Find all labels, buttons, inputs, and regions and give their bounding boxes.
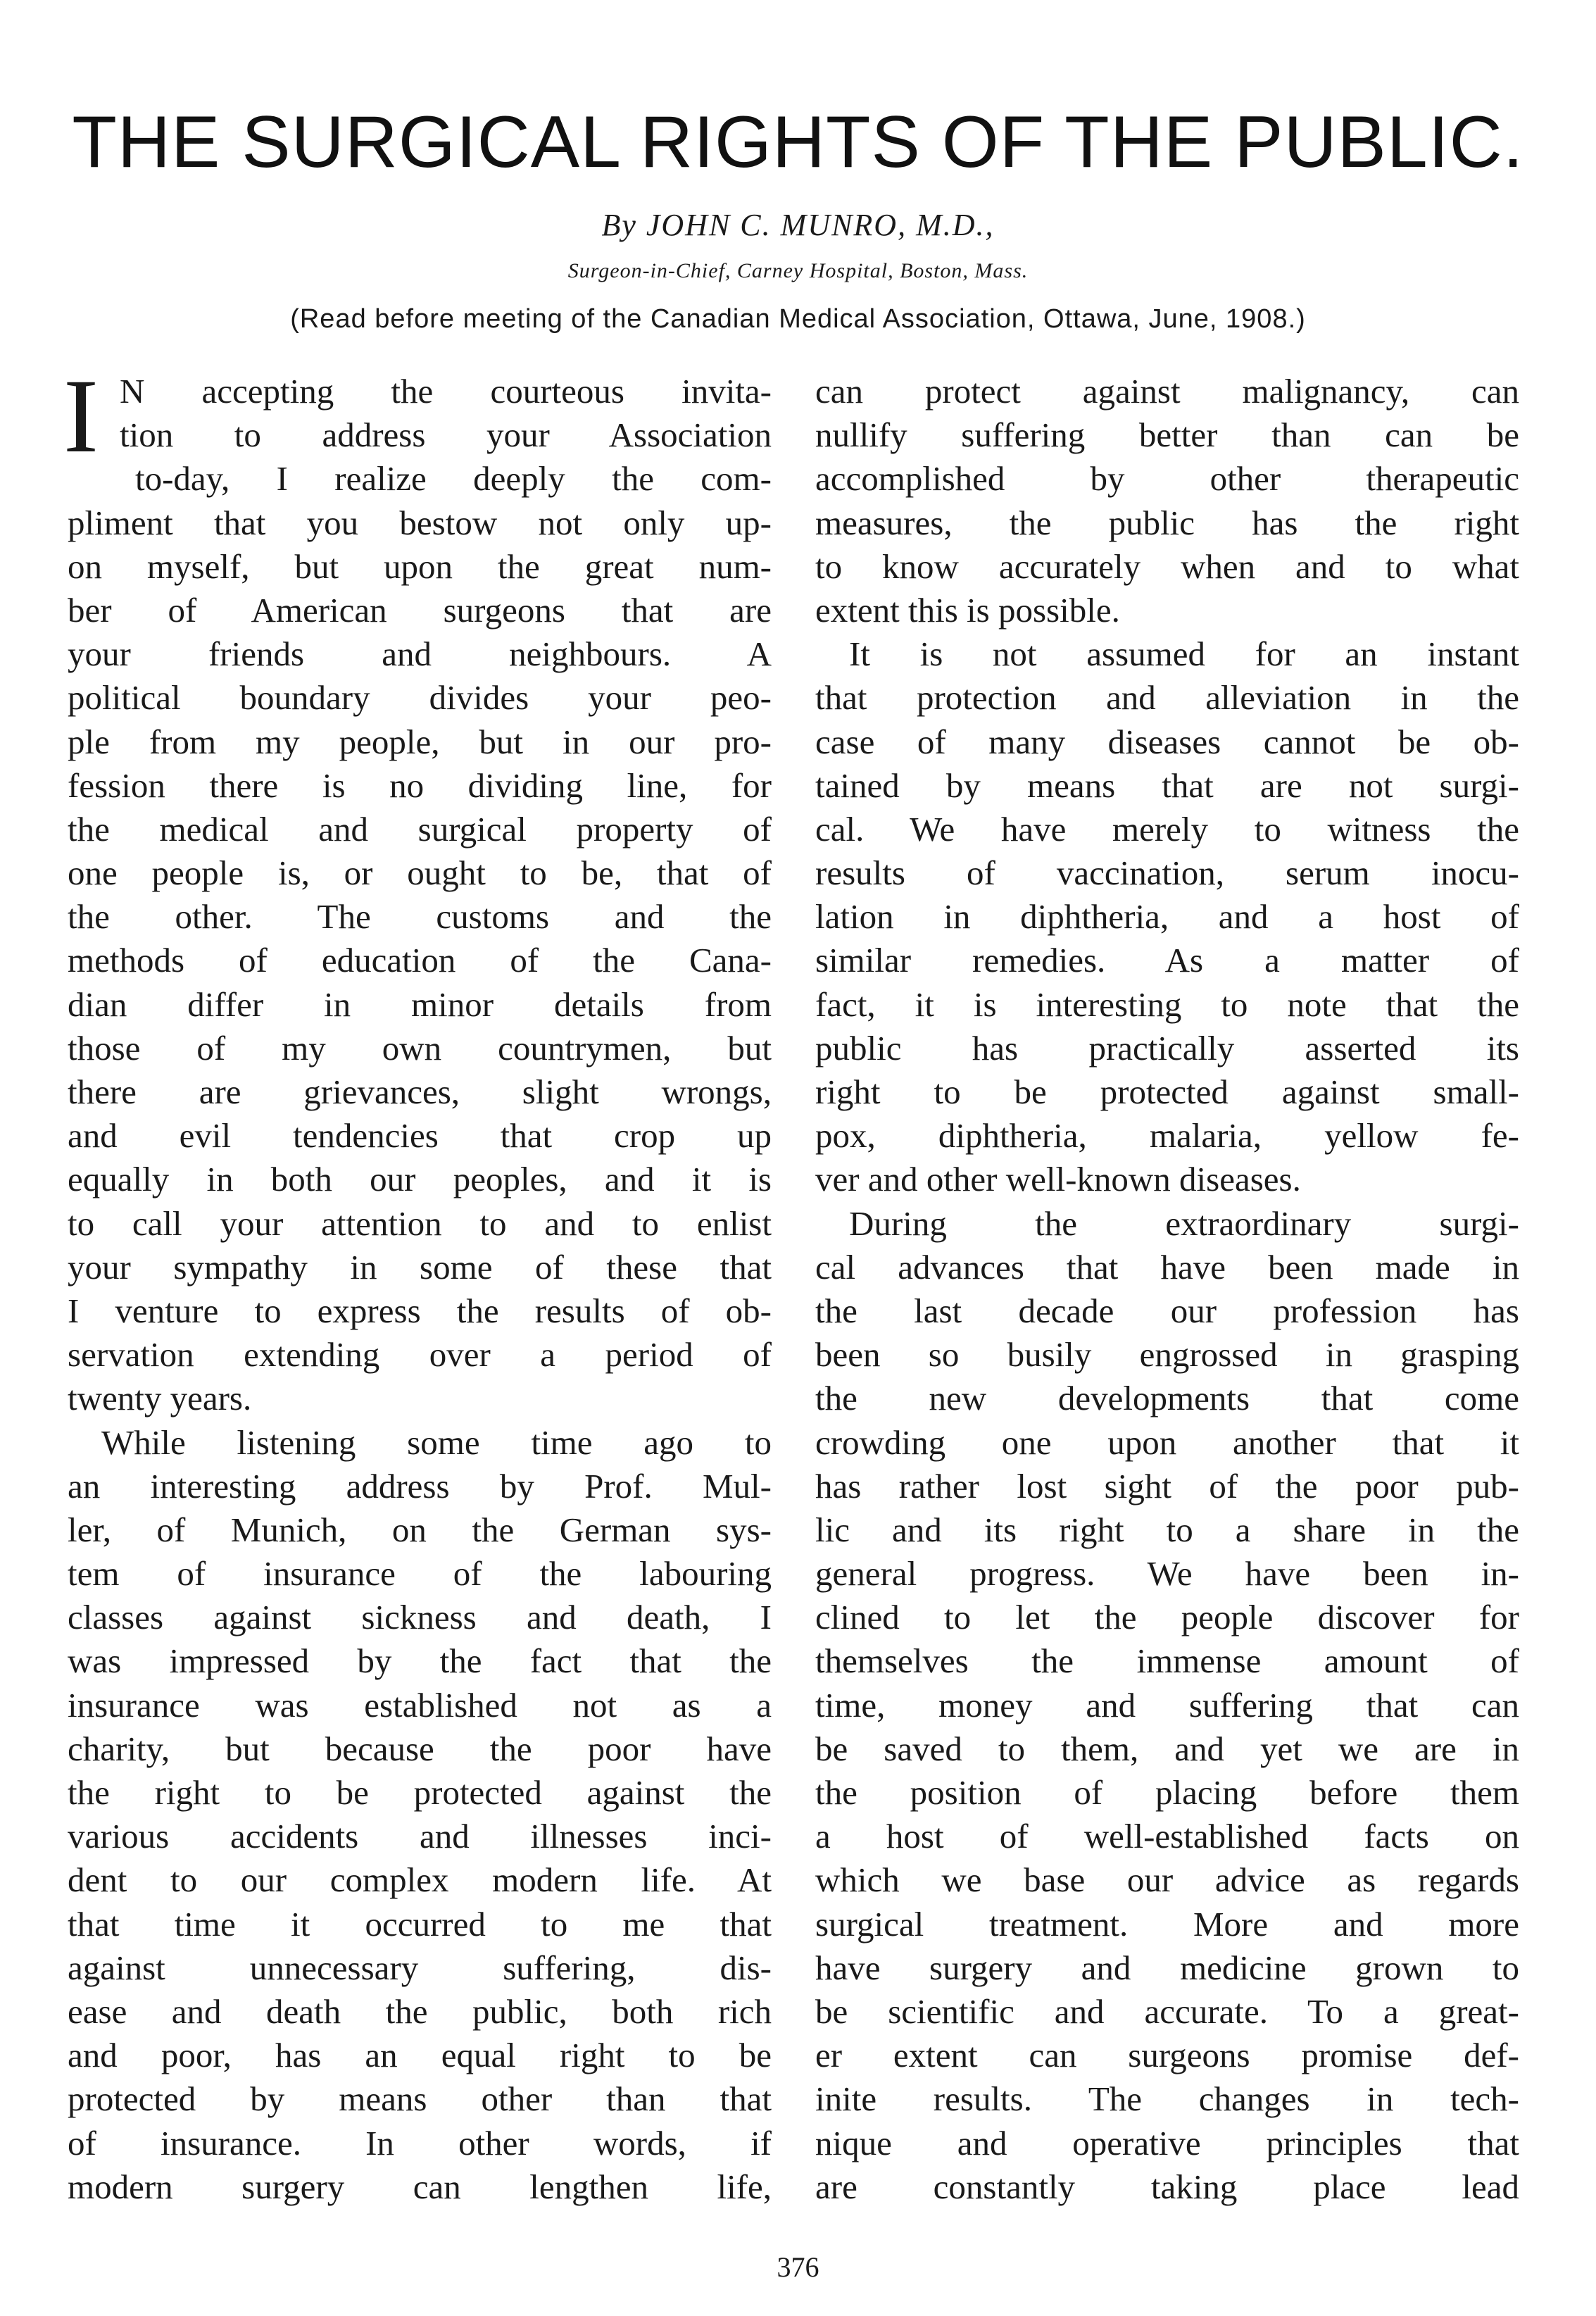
text-line: dent to our complex modern life. At [68,1860,772,1900]
text-line: time, money and suffering that can [815,1685,1519,1725]
text-line: right to be protected against small- [815,1072,1519,1111]
text-line: against unnecessary suffering, dis- [68,1948,772,1987]
text-line: While listening some time ago to [101,1422,772,1462]
page-number: 376 [777,2251,819,2283]
text-line: themselves the immense amount of [815,1641,1519,1681]
text-line: have surgery and medicine grown to [815,1948,1519,1987]
text-line: N accepting the courteous invita- [120,372,772,411]
text-line: During the extraordinary surgi- [849,1203,1519,1243]
text-line: those of my own countrymen, but [68,1028,772,1068]
text-line: and evil tendencies that crop up [68,1116,772,1156]
text-line: the other. The customs and the [68,897,772,937]
text-line: tem of insurance of the labouring [68,1554,772,1594]
text-line: the new developments that come [815,1379,1519,1418]
text-line: nique and operative principles that [815,2123,1519,2162]
text-line: been so busily engrossed in grasping [815,1335,1519,1375]
text-line: measures, the public has the right [815,503,1519,542]
text-line: protected by means other than that [68,2079,772,2119]
text-line: modern surgery can lengthen life, [68,2167,772,2206]
text-line: dian differ in minor details from [68,984,772,1024]
text-line: the last decade our profession has [815,1291,1519,1330]
text-line: general progress. We have been in- [815,1554,1519,1594]
text-line: crowding one upon another that it [815,1422,1519,1462]
author-byline: By JOHN C. MUNRO, M.D., [601,208,995,242]
text-line: accomplished by other therapeutic [815,459,1519,499]
text-line: cal. We have merely to witness the [815,809,1519,849]
text-line: to know accurately when and to what [815,546,1519,586]
text-line: your friends and neighbours. A [68,634,772,674]
text-line: fession there is no dividing line, for [68,765,772,805]
text-line: ple from my people, but in our pro- [68,722,772,761]
text-line: that protection and alleviation in the [815,678,1519,718]
text-line: public has practically asserted its [815,1028,1519,1068]
text-line: can protect against malignancy, can [815,372,1519,411]
text-line: ber of American surgeons that are [68,590,772,630]
text-line: the position of placing before them [815,1773,1519,1812]
text-line: on myself, but upon the great num- [68,546,772,586]
right-column [815,370,1519,2209]
text-line: similar remedies. As a matter of [815,941,1519,980]
text-line: extent this is possible. [815,590,1120,630]
text-line: pox, diphtheria, malaria, yellow fe- [815,1116,1519,1156]
left-column [63,358,772,2209]
text-line: to call your attention to and to enlist [68,1203,772,1243]
text-line: I venture to express the results of ob- [68,1291,772,1330]
text-line: which we base our advice as regards [815,1860,1519,1900]
text-line: servation extending over a period of [68,1335,772,1375]
drop-cap: I [63,358,99,475]
text-line: cal advances that have been made in [815,1247,1519,1287]
text-line: insurance was established not as a [68,1685,772,1725]
text-line: It is not assumed for an instant [849,634,1519,674]
text-line: be scientific and accurate. To a great- [815,1991,1519,2031]
text-line: are constantly taking place lead [815,2167,1519,2206]
text-line: ler, of Munich, on the German sys- [68,1510,772,1549]
text-line: ver and other well-known diseases. [815,1160,1301,1199]
text-line: that time it occurred to me that [68,1904,772,1943]
text-line: one people is, or ought to be, that of [68,853,772,893]
text-line: tained by means that are not surgi- [815,765,1519,805]
text-line: case of many diseases cannot be ob- [815,722,1519,761]
author-affiliation: Surgeon-in-Chief, Carney Hospital, Boston, Mass. [567,259,1029,282]
text-line: the right to be protected against the [68,1773,772,1812]
text-line: pliment that you bestow not only up- [68,503,772,542]
text-line: there are grievances, slight wrongs, [68,1072,772,1111]
text-line: equally in both our peoples, and it is [68,1160,772,1199]
text-line: be saved to them, and yet we are in [815,1729,1519,1768]
text-line: lation in diphtheria, and a host of [815,897,1519,937]
text-line: surgical treatment. More and more [815,1904,1519,1943]
text-line: lic and its right to a share in the [815,1510,1519,1549]
text-line: and poor, has an equal right to be [68,2036,772,2075]
text-line: tion to address your Association [120,415,772,455]
text-line: inite results. The changes in tech- [815,2079,1519,2119]
text-line: fact, it is interesting to note that the [815,984,1519,1024]
text-line: nullify suffering better than can be [815,415,1519,455]
text-line: ease and death the public, both rich [68,1991,772,2031]
text-line: classes against sickness and death, I [68,1598,772,1637]
text-line: has rather lost sight of the poor pub- [815,1466,1519,1506]
text-line: your sympathy in some of these that [68,1247,772,1287]
text-line: to-day, I realize deeply the com- [135,459,772,499]
text-line: results of vaccination, serum inocu- [815,853,1519,893]
text-line: various accidents and illnesses inci- [68,1817,772,1856]
text-line: charity, but because the poor have [68,1729,772,1768]
text-line: twenty years. [68,1379,252,1418]
text-line: methods of education of the Cana- [68,941,772,980]
text-line: the medical and surgical property of [68,809,772,849]
text-line: an interesting address by Prof. Mul- [68,1466,772,1506]
reading-note: (Read before meeting of the Canadian Medical Association, Ottawa, June, 1908.) [290,304,1306,334]
text-line: er extent can surgeons promise def- [815,2036,1519,2075]
text-line: clined to let the people discover for [815,1598,1519,1637]
text-line: of insurance. In other words, if [68,2123,772,2162]
text-line: political boundary divides your peo- [68,678,772,718]
text-line: a host of well-established facts on [815,1817,1519,1856]
text-line: was impressed by the fact that the [68,1641,772,1681]
article-title: THE SURGICAL RIGHTS OF THE PUBLIC. [72,101,1524,183]
